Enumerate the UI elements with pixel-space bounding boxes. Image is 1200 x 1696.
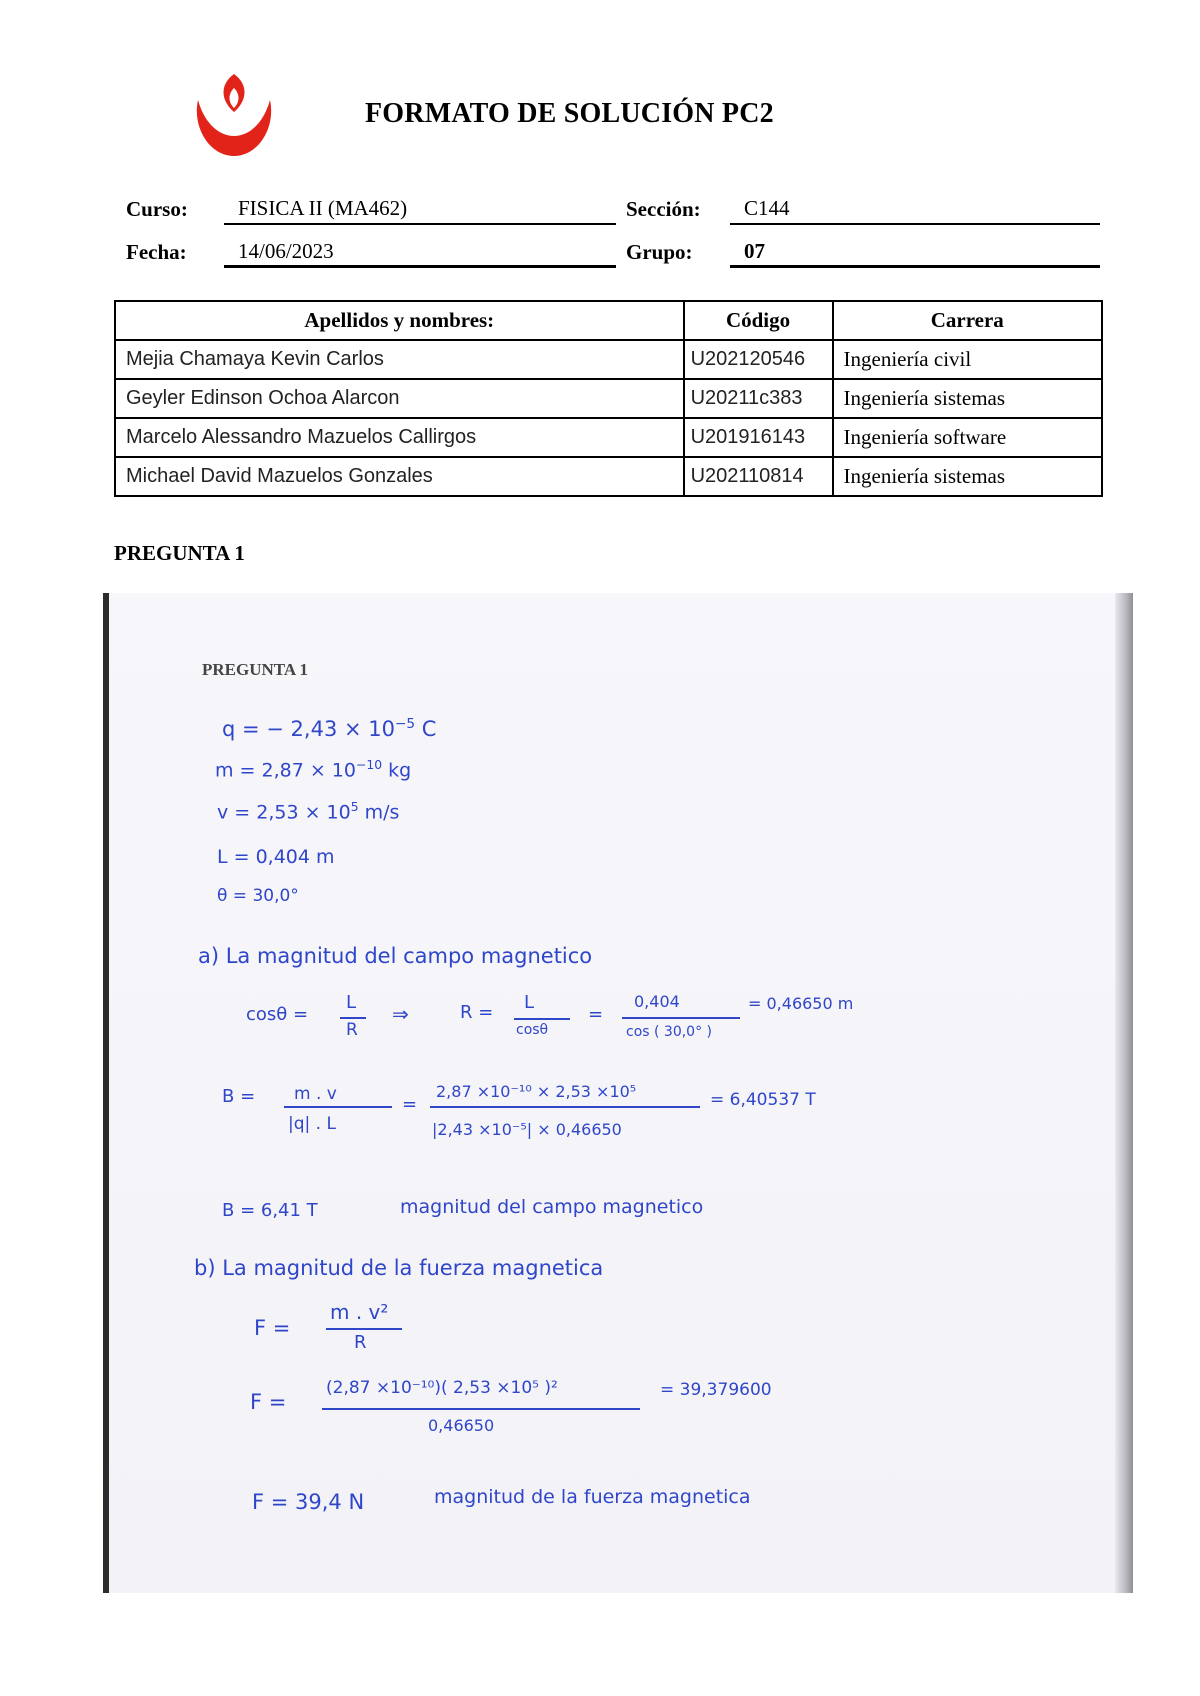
b-final: B = 6,41 T <box>222 1200 318 1221</box>
b-value-denominator: |2,43 ×10⁻⁵| × 0,46650 <box>432 1120 622 1139</box>
student-name: Michael David Mazuelos Gonzales <box>115 457 684 496</box>
fraction-line <box>284 1106 392 1108</box>
student-career: Ingeniería sistemas <box>833 379 1103 418</box>
equals-sign: = <box>402 1094 418 1115</box>
fraction-line <box>326 1328 402 1330</box>
fecha-label: Fecha: <box>126 240 187 264</box>
fraction-line <box>514 1018 570 1020</box>
given-angle: θ = 30,0° <box>217 886 299 906</box>
table-header-row <box>115 301 1102 340</box>
scan-edge-left <box>103 593 109 1593</box>
student-career: Ingeniería software <box>833 418 1103 457</box>
part-b-heading: b) La magnitud de la fuerza magnetica <box>194 1256 604 1280</box>
table-row <box>115 340 1102 379</box>
grupo-label: Grupo: <box>626 240 693 264</box>
b-note: magnitud del campo magnetico <box>400 1196 704 1218</box>
student-code: U20211c383 <box>684 379 833 418</box>
f-numerator: m . v² <box>330 1300 389 1324</box>
table-row <box>115 379 1102 418</box>
f-note: magnitud de la fuerza magnetica <box>434 1486 751 1508</box>
part-a-heading: a) La magnitud del campo magnetico <box>198 944 593 968</box>
f-lhs: F = <box>254 1316 291 1340</box>
r-numerator: L <box>524 992 535 1013</box>
f-denominator: R <box>354 1332 367 1353</box>
fraction-line <box>622 1017 740 1019</box>
header-career: Carrera <box>833 301 1103 340</box>
f2-lhs: F = <box>250 1390 287 1414</box>
university-logo <box>190 70 278 160</box>
table-row <box>115 457 1102 496</box>
equals-sign: = <box>588 1004 604 1025</box>
fraction-line <box>340 1017 366 1019</box>
f2-result: = 39,379600 <box>660 1380 772 1400</box>
given-charge: q = − $2,43 \times 10^{-5}$ C <box>222 716 437 741</box>
header-names: Apellidos y nombres: <box>115 301 684 340</box>
r-value-denominator: cos ( 30,0° ) <box>626 1024 713 1040</box>
fraction-line <box>322 1408 640 1410</box>
student-career: Ingeniería civil <box>833 340 1103 379</box>
implies-arrow: ⇒ <box>392 1002 409 1026</box>
r-value-numerator: 0,404 <box>634 992 680 1011</box>
cos-lhs: cosθ = <box>246 1004 309 1025</box>
fecha-value: 14/06/2023 <box>224 238 616 268</box>
handwritten-title: PREGUNTA 1 <box>202 660 308 679</box>
f2-denominator: 0,46650 <box>428 1416 495 1435</box>
cos-numerator: L <box>346 992 357 1013</box>
given-mass: $m = 2,87 \times 10^{-10}$ kg <box>215 758 412 782</box>
b-result: = 6,40537 T <box>710 1090 816 1110</box>
grupo-value: 07 <box>730 238 1100 268</box>
curso-value: FISICA II (MA462) <box>224 195 616 225</box>
student-code: U202120546 <box>684 340 833 379</box>
given-velocity: $v = 2,53 \times 10^5$ m/s <box>217 800 400 824</box>
r-result: = 0,46650 m <box>748 994 854 1013</box>
b-denominator: |q| . L <box>288 1114 336 1134</box>
student-name: Marcelo Alessandro Mazuelos Callirgos <box>115 418 684 457</box>
section-heading: PREGUNTA 1 <box>114 541 245 565</box>
given-length: L = 0,404 m <box>217 846 335 868</box>
document-title: FORMATO DE SOLUCIÓN PC2 <box>365 98 774 129</box>
f-final: F = 39,4 N <box>252 1490 365 1514</box>
b-numerator: m . v <box>294 1084 337 1104</box>
student-code: U201916143 <box>684 418 833 457</box>
b-value-numerator: 2,87 ×10⁻¹⁰ × 2,53 ×10⁵ <box>436 1082 637 1101</box>
f2-numerator: (2,87 ×10⁻¹⁰)( 2,53 ×10⁵ )² <box>326 1378 558 1398</box>
scan-edge-right <box>1115 593 1133 1593</box>
r-lhs: R = <box>460 1002 494 1023</box>
b-lhs: B = <box>222 1086 256 1107</box>
student-career: Ingeniería sistemas <box>833 457 1103 496</box>
student-name: Mejia Chamaya Kevin Carlos <box>115 340 684 379</box>
seccion-value: C144 <box>730 195 1100 225</box>
fraction-line <box>430 1106 700 1108</box>
r-denominator: cosθ <box>516 1022 549 1038</box>
header-code: Código <box>684 301 833 340</box>
cos-denominator: R <box>346 1020 358 1040</box>
student-code: U202110814 <box>684 457 833 496</box>
table-row <box>115 418 1102 457</box>
students-table <box>114 300 1103 497</box>
seccion-label: Sección: <box>626 197 701 221</box>
student-name: Geyler Edinson Ochoa Alarcon <box>115 379 684 418</box>
curso-label: Curso: <box>126 197 188 221</box>
